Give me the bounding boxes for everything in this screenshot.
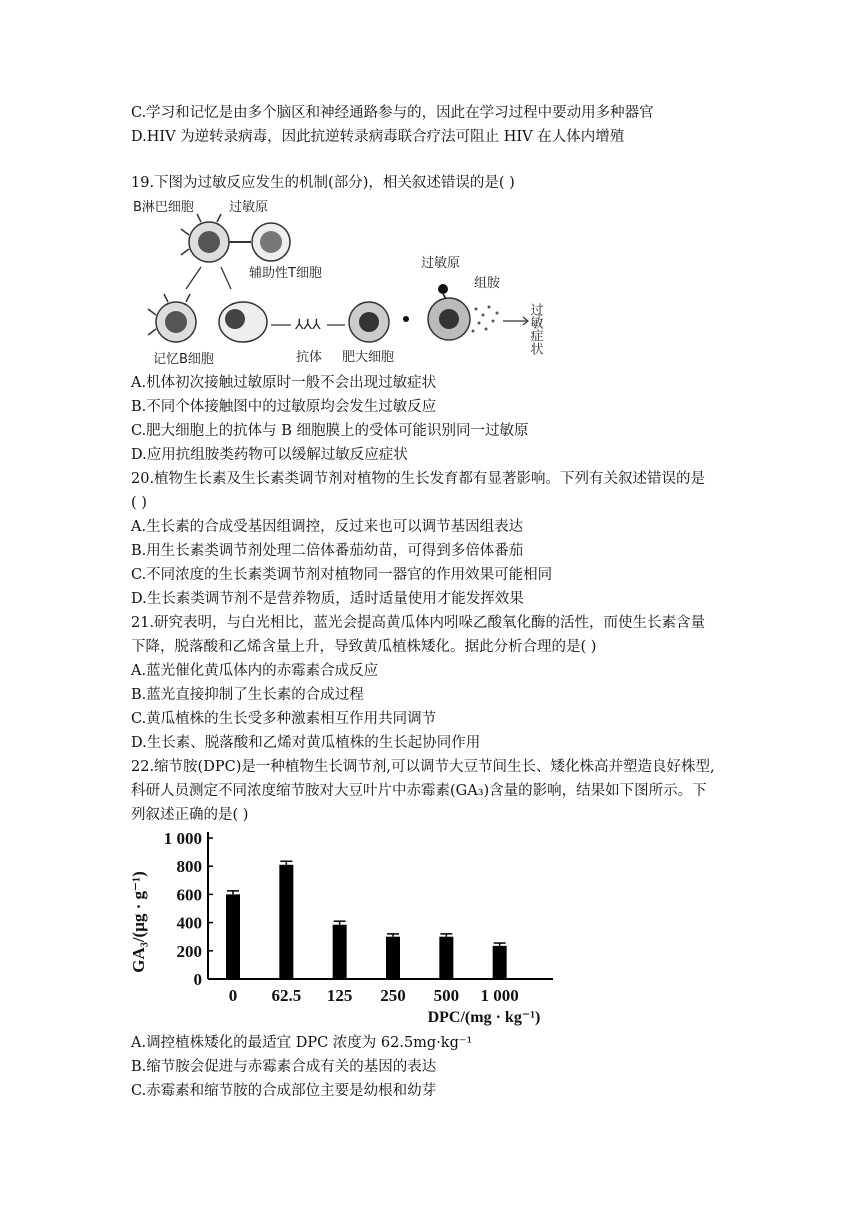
mast-cell-icon (349, 302, 389, 342)
bar (333, 925, 347, 979)
q20-option-a: A.生长素的合成受基因组调控，反过来也可以调节基因组表达 (131, 519, 524, 535)
label-mast-cell: 肥大细胞 (342, 350, 395, 365)
q22-option-c: C.赤霉素和缩节胺的合成部位主要是幼根和幼芽 (131, 1083, 437, 1099)
label-antibody: 抗体 (296, 350, 323, 365)
q22-stem-1: 22.缩节胺(DPC)是一种植物生长调节剂,可以调节大豆节间生长、矮化株高并塑造良好株型, (131, 759, 715, 775)
q20-stem-1: 20.植物生长素及生长素类调节剂对植物的生长发育都有显著影响。下列有关叙述错误的是 (131, 471, 706, 487)
plasma-cell-icon (219, 302, 267, 342)
q20-option-d: D.生长素类调节剂不是营养物质，适时适量使用才能发挥效果 (131, 591, 524, 607)
q19-stem: 19.下图为过敏反应发生的机制(部分)，相关叙述错误的是( ) (131, 175, 515, 191)
bar (439, 937, 453, 979)
q21-option-d: D.生长素、脱落酸和乙烯对黄瓜植株的生长起协同作用 (131, 735, 481, 751)
b-lymphocyte-icon (181, 214, 229, 262)
q21-option-c: C.黄瓜植株的生长受多种激素相互作用共同调节 (131, 711, 437, 727)
helper-t-cell-icon (252, 223, 290, 261)
y-tick-label: 0 (193, 970, 202, 989)
y-tick-label: 200 (176, 941, 202, 961)
allergen-dot-icon (403, 316, 409, 322)
option-d-prev: D.HIV 为逆转录病毒，因此抗逆转录病毒联合疗法可阻止 HIV 在人体内增殖 (131, 129, 625, 145)
x-tick-label: 62.5 (271, 986, 302, 1005)
antibody-icon: ⅄⅄⅄ (295, 317, 321, 333)
chart-ylabel: GA₃/(μg · g⁻¹) (129, 871, 148, 973)
label-memory-b: 记忆B细胞 (153, 352, 214, 367)
q20-option-c: C.不同浓度的生长素类调节剂对植物同一器官的作用效果可能相同 (131, 567, 553, 583)
chart-xlabel: DPC/(mg · kg⁻¹) (427, 1009, 541, 1026)
q21-stem-2: 下降，脱落酸和乙烯含量上升，导致黄瓜植株矮化。据此分析合理的是( ) (131, 639, 597, 655)
q20-option-b: B.用生长素类调节剂处理二倍体番茄幼苗，可得到多倍体番茄 (131, 543, 524, 559)
degranulating-mast-cell-icon (428, 284, 470, 340)
q22-option-a: A.调控植株矮化的最适宜 DPC 浓度为 62.5mg·kg⁻¹ (131, 1035, 473, 1051)
q19-option-c: C.肥大细胞上的抗体与 B 细胞膜上的受体可能识别同一过敏原 (131, 423, 529, 439)
q22-stem-2: 科研人员测定不同浓度缩节胺对大豆叶片中赤霉素(GA₃)含量的影响，结果如下图所示。下 (131, 783, 707, 799)
y-tick-label: 800 (176, 857, 202, 877)
y-tick-label: 1 000 (163, 829, 202, 848)
x-tick-label: 0 (228, 986, 238, 1005)
label-b-cell: B淋巴细胞 (133, 200, 194, 215)
option-c-prev: C.学习和记忆是由多个脑区和神经通路参与的，因此在学习过程中要动用多种器官 (131, 105, 654, 121)
arrow-icon (186, 267, 231, 289)
q22-option-b: B.缩节胺会促进与赤霉素合成有关的基因的表达 (131, 1059, 437, 1075)
y-tick-label: 400 (176, 913, 202, 933)
x-tick-label: 500 (433, 986, 460, 1005)
x-tick-label: 1 000 (480, 986, 519, 1005)
q21-stem-1: 21.研究表明，与白光相比，蓝光会提高黄瓜体内吲哚乙酸氧化酶的活性，而使生长素含量 (131, 615, 706, 631)
q21-option-a: A.蓝光催化黄瓜体内的赤霉素合成反应 (131, 663, 379, 679)
x-tick-label: 125 (326, 986, 353, 1005)
q19-option-d: D.应用抗组胺类药物可以缓解过敏反应症状 (131, 447, 408, 463)
bar (279, 865, 293, 979)
q21-option-b: B.蓝光直接抑制了生长素的合成过程 (131, 687, 364, 703)
label-symptom-1: 过敏症状 (527, 303, 543, 355)
label-allergen-right: 过敏原 (421, 256, 461, 271)
bar (493, 946, 507, 979)
label-histamine: 组胺 (474, 276, 501, 291)
bar (386, 937, 400, 979)
allergy-mechanism-diagram (131, 197, 561, 369)
label-allergen-top: 过敏原 (229, 200, 269, 215)
x-tick-label: 250 (380, 986, 406, 1005)
ga3-bar-chart (128, 822, 568, 1032)
q19-option-b: B.不同个体接触图中的过敏原均会发生过敏反应 (131, 399, 437, 415)
q22-stem-3: 列叙述正确的是( ) (131, 807, 249, 823)
memory-b-cell-icon (148, 294, 196, 342)
q20-stem-2: ( ) (131, 495, 147, 511)
q19-option-a: A.机体初次接触过敏原时一般不会出现过敏症状 (131, 375, 437, 391)
bar (226, 894, 240, 979)
label-helper-t: 辅助性T细胞 (249, 266, 322, 281)
histamine-granules-icon (472, 306, 499, 333)
y-tick-label: 600 (176, 885, 202, 905)
